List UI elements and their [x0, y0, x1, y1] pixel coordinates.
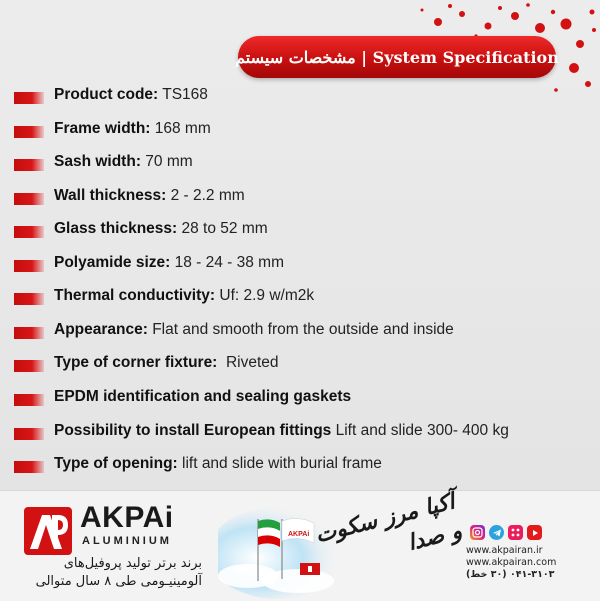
spec-label: Product code: [54, 86, 159, 103]
brand-name: AKPAi [80, 501, 174, 534]
spec-value: 18 - 24 - 38 mm [170, 254, 285, 271]
bullet-icon [14, 159, 44, 171]
tagline-line-2: آلومینیـومی طی ۸ سال متوالی [35, 574, 202, 589]
brand-tagline [22, 555, 202, 591]
spec-label: Appearance: [54, 321, 148, 338]
header-title: System Specification | مشخصات سیستم [235, 47, 559, 67]
spec-label: EPDM identification and sealing gaskets [54, 388, 352, 405]
spec-label: Possibility to install European fittings [54, 422, 332, 439]
brand-subtitle: ALUMINIUM [82, 535, 172, 547]
spec-label: Thermal conductivity: [54, 287, 216, 304]
bullet-icon [14, 394, 44, 406]
spec-value: 2 - 2.2 mm [166, 187, 245, 204]
telegram-icon[interactable] [489, 525, 504, 540]
bullet-icon [14, 92, 44, 104]
social-links [470, 525, 542, 540]
spec-label: Glass thickness: [54, 220, 178, 237]
spec-value: Riveted [217, 354, 279, 371]
spec-value: Lift and slide 300- 400 kg [331, 422, 509, 439]
tagline-line-1: برند برتر تولید پروفیل‌های [63, 556, 202, 571]
spec-label: Type of corner fixture: [54, 354, 218, 371]
phone-number: ۰۴۱-۳۱۰۳ (۳۰ خط) [466, 569, 555, 580]
flag-label: AKPAi [288, 531, 310, 538]
section-header [235, 36, 559, 78]
spec-label: Polyamide size: [54, 254, 171, 271]
spec-value: Flat and smooth from the outside and inside [147, 321, 454, 338]
spec-value: 168 mm [150, 120, 211, 137]
instagram-icon[interactable] [470, 525, 485, 540]
bullet-icon [14, 126, 44, 138]
bullet-icon [14, 193, 44, 205]
bullet-icon [14, 226, 44, 238]
spec-value: TS168 [158, 86, 208, 103]
footer [0, 490, 600, 601]
bullet-icon [14, 293, 44, 305]
spec-value: lift and slide with burial frame [177, 455, 382, 472]
bullet-icon [14, 428, 44, 440]
spec-value: Uf: 2.9 w/m2k [215, 287, 315, 304]
spec-label: Sash width: [54, 153, 141, 170]
bullet-icon [14, 260, 44, 272]
bullet-icon [14, 327, 44, 339]
website-link-2[interactable]: www.akpairan.com [466, 557, 557, 568]
contact-info [466, 545, 594, 581]
bullet-icon [14, 461, 44, 473]
bullet-icon [14, 360, 44, 372]
website-link[interactable]: www.akpairan.ir [466, 545, 543, 556]
spec-label: Type of opening: [54, 455, 178, 472]
aparat-icon[interactable] [508, 525, 523, 540]
slogan-text: آکپا مرز سکوت و صدا [312, 488, 465, 557]
spec-value: 70 mm [140, 153, 193, 170]
spec-label: Frame width: [54, 120, 151, 137]
spec-label: Wall thickness: [54, 187, 167, 204]
akpai-logo-icon [22, 505, 74, 557]
youtube-icon[interactable] [527, 525, 542, 540]
spec-value: 28 to 52 mm [177, 220, 268, 237]
